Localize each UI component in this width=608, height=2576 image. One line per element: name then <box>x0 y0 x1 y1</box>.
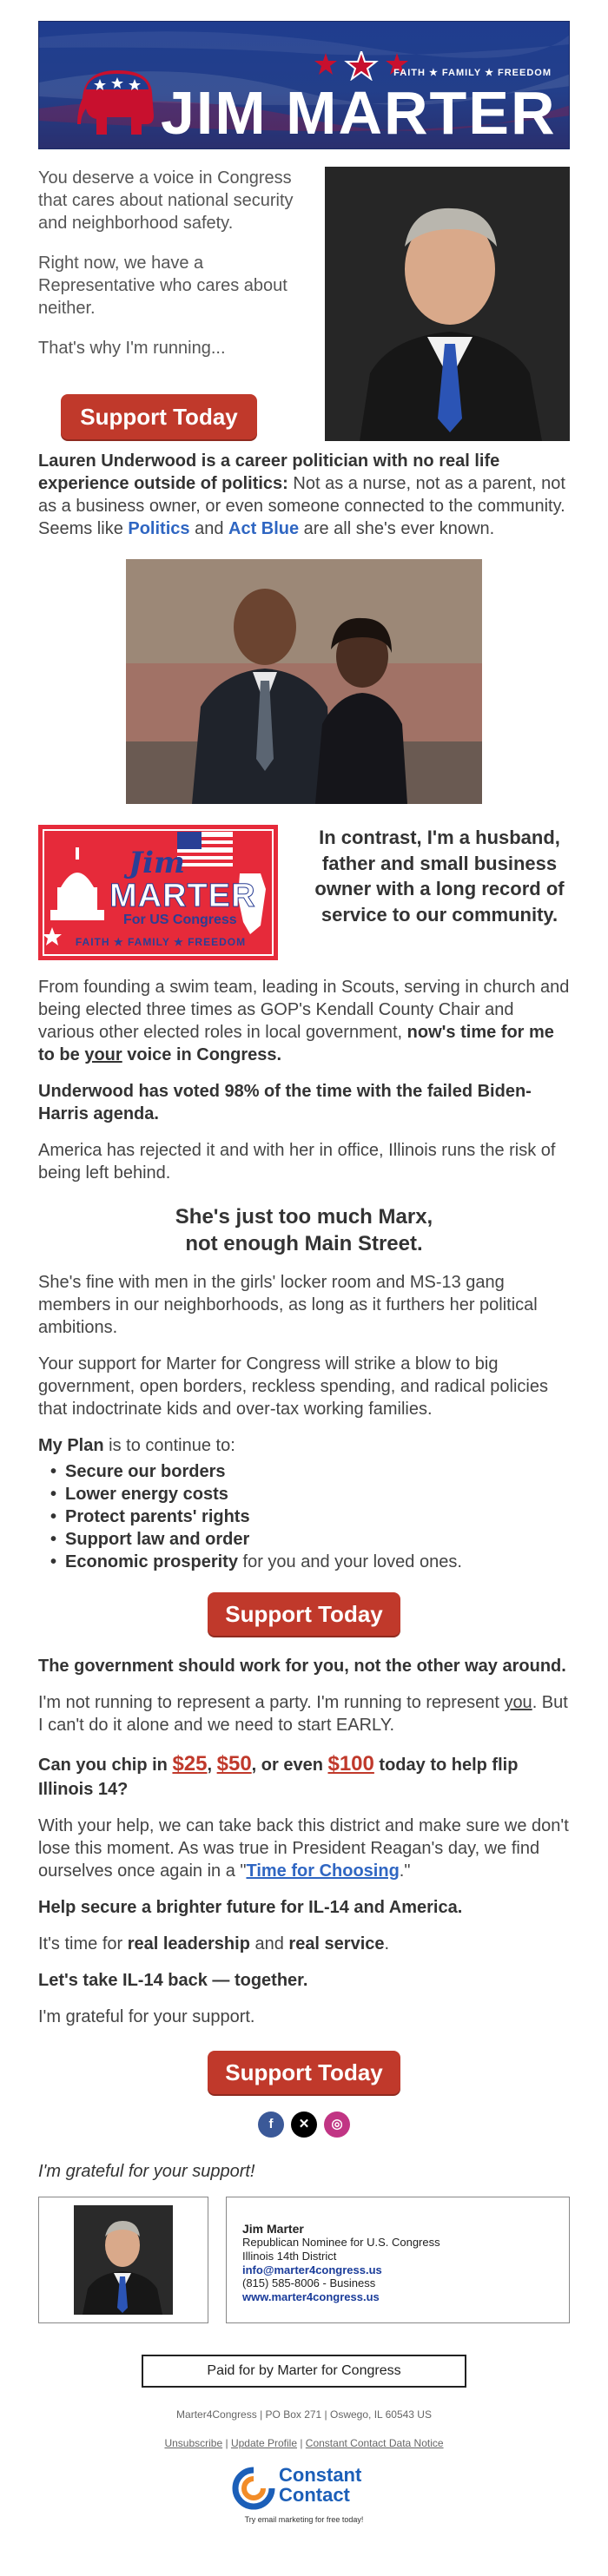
footer-links <box>0 2437 608 2451</box>
record-bold-1: now's time for me to be <box>38 1023 554 1064</box>
plan-item-last-bold: Economic prosperity <box>65 1552 238 1572</box>
social-links <box>0 2112 608 2138</box>
signature-name: Jim Marter <box>242 2221 304 2236</box>
chip-comma-2: , or even <box>251 1756 328 1776</box>
plan-item: • Support law and order <box>50 1528 570 1551</box>
chip-in-paragraph <box>38 1750 570 1800</box>
intro-section <box>38 167 570 445</box>
underwood-end-text: are all she's ever known. <box>299 519 495 538</box>
chip-post: today to help flip Illinois 14? <box>38 1756 519 1799</box>
marter-campaign-logo <box>38 825 278 960</box>
button-row-3 <box>0 2051 608 2094</box>
signature-email-link[interactable]: info@marter4congress.us <box>242 2263 382 2276</box>
contrast-section <box>38 825 570 964</box>
govt-block <box>38 1655 570 2027</box>
footer-sep-2: | <box>297 2437 306 2450</box>
signature-info-box <box>226 2197 570 2323</box>
constant-contact-wordmark <box>279 2465 361 2505</box>
signature-photo <box>74 2205 173 2315</box>
banner-candidate-name: JIM MARTER <box>161 79 557 147</box>
constant-contact-tagline: Try email marketing for free today! <box>244 2514 364 2524</box>
underwood-rest-text: Not as a nurse, not as a parent, not as a business owner, or even someone connected to the community. Seems like <box>38 474 565 538</box>
help-end: ." <box>399 1861 411 1881</box>
logo-last-name: MARTER <box>109 878 256 914</box>
real-leadership: real leadership <box>127 1934 250 1953</box>
underwood-paragraph-block <box>38 450 570 540</box>
underwood-bold-text: Lauren Underwood is a career politician with no real life experience outside of politics: <box>38 451 500 493</box>
footer-address: Marter4Congress | PO Box 271 | Oswego, IL 60543 US <box>176 2408 432 2421</box>
time-for-choosing-link[interactable]: Time for Choosing <box>246 1861 400 1881</box>
record-bold-2: voice in Congress. <box>122 1045 282 1064</box>
plan-item-last-rest: for you and your loved ones. <box>237 1552 462 1572</box>
support-today-button-3[interactable]: Support Today <box>208 2051 400 2094</box>
logo-values-row: FAITH ★ FAMILY ★ FREEDOM <box>75 936 247 948</box>
constant-contact-logo[interactable] <box>230 2463 378 2524</box>
underwood-paragraph <box>38 450 570 540</box>
plan-intro-bold: My Plan <box>38 1436 104 1456</box>
unsubscribe-link[interactable]: Unsubscribe <box>164 2437 223 2450</box>
donate-25-link[interactable]: $25 <box>172 1752 208 1776</box>
signature-phone: (815) 585-8006 - Business <box>242 2276 376 2290</box>
take-back-line: Let's take IL-14 back — together. <box>38 1970 308 1990</box>
instagram-icon[interactable]: ◎ <box>324 2112 350 2138</box>
header-banner <box>38 21 570 149</box>
intro-paragraph-3: That's why I'm running... <box>38 339 226 358</box>
signature-block <box>38 2197 570 2323</box>
marx-paragraph-2: Your support for Marter for Congress will strike a blow to big government, open borders, reckless spending, and radical policies that indoctrinate kids and over-tax working families. <box>38 1354 549 1420</box>
underwood-obama-photo-graphic <box>126 559 482 804</box>
underwood-obama-photo <box>126 559 482 804</box>
constant-contact-word-1: Constant <box>279 2463 362 2486</box>
signoff: I'm grateful for your support! <box>38 2161 255 2181</box>
intro-paragraph-1: You deserve a voice in Congress that cares about national security and neighborhood safety. <box>38 168 294 233</box>
candidate-portrait <box>325 167 570 441</box>
chip-pre: Can you chip in <box>38 1756 173 1776</box>
plan-list <box>38 1460 570 1573</box>
intro-paragraph-2: Right now, we have a Representative who cares about neither. <box>38 254 287 318</box>
politics-link[interactable]: Politics <box>128 519 190 538</box>
update-profile-link[interactable]: Update Profile <box>230 2437 297 2450</box>
secure-future: Help secure a brighter future for IL-14 and America. <box>38 1897 463 1917</box>
marx-headline-line-2: not enough Main Street. <box>185 1232 423 1256</box>
marx-headline-line-1: She's just too much Marx, <box>175 1205 433 1229</box>
plan-item: • Secure our borders <box>50 1460 570 1483</box>
support-today-button-1[interactable]: Support Today <box>61 394 257 439</box>
govt-text-a: I'm not running to represent a party. I'm running to represent <box>38 1693 505 1713</box>
record-paragraph <box>38 976 570 1066</box>
signature-website-link[interactable]: www.marter4congress.us <box>242 2289 380 2303</box>
time-and: and <box>249 1934 289 1953</box>
plan-intro <box>38 1434 570 1457</box>
chip-comma-1: , <box>207 1756 217 1776</box>
contrast-statement: In contrast, I'm a husband, father and small business owner with a long record of service to our community. <box>314 827 565 926</box>
banner-tagline: FAITH ★ FAMILY ★ FREEDOM <box>393 68 552 78</box>
donate-50-link[interactable]: $50 <box>216 1752 252 1776</box>
govt-you: you <box>504 1693 532 1713</box>
record-text: From founding a swim team, leading in Scouts, serving in church and being elected three times as GOP's Kendall County Chair and various other elected roles in local government, <box>38 978 570 1042</box>
underwood-and-text: and <box>189 519 228 538</box>
plan-item: • Protect parents' rights <box>50 1505 570 1528</box>
paid-for-by-box: Paid for by Marter for Congress <box>142 2355 466 2388</box>
signature-district: Illinois 14th District <box>242 2249 337 2263</box>
candidate-portrait-graphic <box>325 167 570 441</box>
signature-portrait-graphic <box>74 2205 173 2315</box>
govt-text-b: . But I can't do it alone and we need to start EARLY. <box>38 1693 568 1736</box>
support-today-button-2[interactable]: Support Today <box>208 1592 400 1636</box>
donate-100-link[interactable]: $100 <box>327 1752 374 1776</box>
govt-bold: The government should work for you, not the other way around. <box>38 1657 566 1677</box>
email-page <box>0 21 608 2524</box>
plan-intro-rest: is to continue to: <box>103 1436 235 1456</box>
logo-script-name: Jim <box>129 846 185 880</box>
x-twitter-icon[interactable]: ✕ <box>291 2112 317 2138</box>
grateful-line: I'm grateful for your support. <box>38 2006 255 2026</box>
real-leadership-line <box>38 1933 570 1955</box>
plan-item-last <box>50 1551 570 1573</box>
act-blue-link[interactable]: Act Blue <box>228 519 300 538</box>
voted-paragraph: Underwood has voted 98% of the time with the failed Biden-Harris agenda. <box>38 1082 532 1123</box>
real-service: real service <box>288 1934 385 1953</box>
record-your: your <box>84 1045 122 1064</box>
signature-title: Republican Nominee for U.S. Congress <box>242 2236 440 2250</box>
marx-paragraph-1: She's fine with men in the girls' locker room and MS-13 gang members in our neighborhoods, as long as it furthers her political ambitions. <box>38 1273 538 1338</box>
time-dot: . <box>384 1934 390 1953</box>
footer-sep-1: | <box>222 2437 231 2450</box>
time-pre: It's time for <box>38 1934 128 1953</box>
rejected-paragraph: America has rejected it and with her in office, Illinois runs the risk of being left behind. <box>38 1141 556 1183</box>
constant-contact-word-2: Contact <box>279 2483 350 2506</box>
data-notice-link[interactable]: Constant Contact Data Notice <box>305 2437 444 2450</box>
plan-item: • Lower energy costs <box>50 1483 570 1505</box>
marx-headline <box>38 1203 570 1257</box>
signature-photo-box <box>38 2197 208 2323</box>
button-row-2 <box>0 1592 608 1636</box>
logo-subtitle: For US Congress <box>123 912 237 927</box>
govt-paragraph <box>38 1691 570 1736</box>
intro-text <box>38 167 299 377</box>
gop-elephant-icon <box>77 63 157 138</box>
help-paragraph <box>38 1815 570 1882</box>
marx-block <box>38 1271 570 1573</box>
help-text: With your help, we can take back this district and make sure we don't lose this moment. As was true in President Reagan's day, we find ourselves once again in a " <box>38 1815 569 1881</box>
constant-contact-logo-icon <box>232 2467 275 2510</box>
facebook-icon[interactable]: f <box>258 2112 284 2138</box>
record-block <box>38 976 570 1184</box>
